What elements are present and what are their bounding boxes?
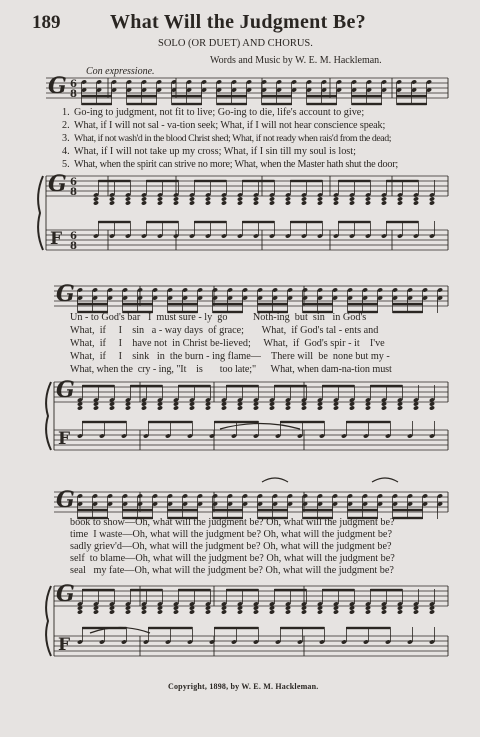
note-beam — [338, 221, 370, 223]
fermata-slur — [372, 478, 398, 482]
note-head — [429, 196, 435, 201]
note-beam — [386, 180, 418, 182]
note-head — [285, 609, 291, 614]
note-head — [205, 200, 211, 205]
note-beam — [148, 421, 192, 423]
note-beam — [127, 103, 157, 105]
treble-clef: G — [48, 73, 67, 99]
note-head — [253, 609, 259, 614]
note-head — [429, 609, 435, 614]
note-head — [365, 609, 371, 614]
note-head — [397, 200, 403, 205]
note-head — [93, 196, 99, 201]
note-head — [189, 405, 195, 410]
time-signature: 8 — [70, 241, 77, 252]
verse-text: What, when the spirit can strive no more; What, when the Master hath shut the door; — [74, 159, 398, 170]
note-beam — [98, 180, 130, 182]
staff-brace — [46, 586, 51, 656]
note-head — [285, 200, 291, 205]
note-beam — [280, 421, 324, 423]
note-head — [109, 196, 115, 201]
fermata-slur — [262, 478, 288, 482]
note-head — [413, 200, 419, 205]
verse-text: What, if not wash'd in the blood Christ shed; What, if not ready when rais'd from the dead; — [74, 133, 392, 144]
note-head — [221, 609, 227, 614]
note-beam — [130, 589, 162, 591]
note-head — [269, 196, 275, 201]
note-head — [173, 200, 179, 205]
note-beam — [214, 421, 258, 423]
note-beam — [82, 627, 126, 629]
note-head — [189, 200, 195, 205]
note-head — [125, 200, 131, 205]
note-head — [125, 405, 131, 410]
verse-text: What, if I will not take up my cross; What, if I sin till my soul is lost; — [74, 146, 356, 157]
note-beam — [290, 221, 322, 223]
note-head — [173, 196, 179, 201]
lyric-line: What, if I have not in Christ be-lieved; What, if God's spir - it I've — [70, 338, 385, 349]
treble-clef: G — [56, 581, 75, 607]
note-head — [109, 609, 115, 614]
note-head — [349, 609, 355, 614]
lyrics-block-3 — [70, 517, 395, 577]
note-head — [301, 405, 307, 410]
note-beam — [194, 180, 226, 182]
note-head — [397, 405, 403, 410]
note-head — [237, 609, 243, 614]
note-head — [157, 405, 163, 410]
note-head — [269, 405, 275, 410]
note-head — [349, 196, 355, 201]
note-head — [381, 609, 387, 614]
note-head — [253, 200, 259, 205]
note-beam — [274, 385, 306, 387]
note-head — [333, 200, 339, 205]
note-head — [365, 196, 371, 201]
treble-clef: G — [56, 487, 75, 513]
note-beam — [346, 421, 390, 423]
note-head — [237, 405, 243, 410]
note-head — [317, 405, 323, 410]
note-head — [77, 405, 83, 410]
lyric-line: book to show—Oh, what will the judgment be? Oh, what will the judgment be? — [70, 517, 395, 528]
note-head — [93, 200, 99, 205]
note-beam — [146, 180, 178, 182]
note-beam — [393, 311, 423, 313]
verse-number: 4. — [62, 146, 70, 157]
lyric-line: seal my fate—Oh, what will the judgment be? Oh, what will the judgment be? — [70, 565, 394, 576]
note-head — [109, 405, 115, 410]
verse-number: 2. — [62, 120, 70, 131]
note-beam — [82, 385, 114, 387]
verse-number: 3. — [62, 133, 70, 144]
note-head — [157, 200, 163, 205]
verse-line-1 — [62, 106, 398, 119]
note-head — [141, 405, 147, 410]
note-head — [157, 609, 163, 614]
verse-number: 1. — [62, 107, 70, 118]
treble-clef: G — [56, 377, 75, 403]
note-head — [205, 405, 211, 410]
note-head — [221, 196, 227, 201]
lyric-line: self to blame—Oh, what will the judgment be? Oh, what will the judgment be? — [70, 553, 395, 564]
verse-line-5 — [62, 158, 398, 171]
note-beam — [262, 103, 292, 105]
note-head — [253, 196, 259, 201]
note-beam — [352, 103, 382, 105]
expression-marking: Con expressione. — [86, 66, 155, 77]
note-beam — [226, 385, 258, 387]
bass-clef: F — [50, 229, 63, 249]
bass-clef: F — [58, 429, 71, 449]
note-head — [301, 609, 307, 614]
note-head — [221, 405, 227, 410]
note-beam — [393, 517, 423, 519]
verse-line-3 — [62, 132, 398, 145]
note-beam — [346, 627, 390, 629]
note-beam — [130, 385, 162, 387]
note-beam — [148, 627, 192, 629]
lyric-line: What, if I sink in the burn - ing flame— There will be none but my - — [70, 351, 390, 362]
note-head — [301, 200, 307, 205]
note-head — [397, 609, 403, 614]
note-beam — [214, 627, 258, 629]
note-head — [365, 200, 371, 205]
time-signature: 6 — [70, 177, 77, 188]
note-head — [205, 609, 211, 614]
treble-clef: G — [56, 281, 75, 307]
note-head — [413, 196, 419, 201]
staff-brace — [46, 382, 51, 450]
note-beam — [242, 180, 274, 182]
time-signature: 8 — [70, 89, 77, 100]
note-head — [413, 405, 419, 410]
lyrics-block-2 — [70, 311, 392, 376]
note-head — [77, 609, 83, 614]
note-beam — [386, 221, 418, 223]
note-head — [269, 200, 275, 205]
note-head — [429, 405, 435, 410]
note-head — [269, 609, 275, 614]
note-head — [253, 405, 259, 410]
note-head — [349, 405, 355, 410]
note-head — [141, 196, 147, 201]
bass-clef: F — [58, 635, 71, 655]
note-beam — [274, 589, 306, 591]
note-beam — [146, 221, 178, 223]
lyric-line: What, if I sin a - way days of grace; What, if God's tal - ents and — [70, 325, 379, 336]
lyric-line: sadly griev'd—Oh, what will the judgment be? Oh, what will the judgment be? — [70, 541, 392, 552]
note-head — [317, 196, 323, 201]
note-head — [141, 609, 147, 614]
note-head — [333, 196, 339, 201]
note-beam — [290, 180, 322, 182]
time-signature: 6 — [70, 231, 77, 242]
note-beam — [280, 627, 324, 629]
note-head — [189, 609, 195, 614]
note-head — [221, 200, 227, 205]
copyright-notice: Copyright, 1898, by W. E. M. Hackleman. — [168, 682, 319, 691]
tie-slur — [220, 424, 300, 430]
note-head — [109, 200, 115, 205]
note-head — [381, 200, 387, 205]
hymn-title: What Will the Judgment Be? — [110, 11, 366, 33]
note-beam — [242, 221, 274, 223]
note-beam — [322, 589, 354, 591]
note-beam — [194, 221, 226, 223]
note-head — [189, 196, 195, 201]
note-head — [381, 196, 387, 201]
hymn-number: 189 — [32, 12, 61, 33]
note-head — [237, 200, 243, 205]
hymn-credits: Words and Music by W. E. M. Hackleman. — [210, 55, 382, 66]
note-beam — [82, 421, 126, 423]
note-head — [365, 405, 371, 410]
note-beam — [322, 385, 354, 387]
note-beam — [178, 385, 210, 387]
lyric-line: Un - to God's bar I must sure - ly go Noth-ing but sin in God's — [70, 312, 367, 323]
lyric-line: What, when the cry - ing, "It is too late;" What, when dam-na-tion must — [70, 364, 392, 375]
time-signature: 6 — [70, 79, 77, 90]
verse-text: Go-ing to judgment, not fit to live; Go-ing to die, life's account to give; — [74, 107, 365, 118]
note-head — [413, 609, 419, 614]
note-beam — [172, 103, 202, 105]
note-head — [317, 609, 323, 614]
note-head — [333, 609, 339, 614]
note-head — [141, 200, 147, 205]
note-head — [125, 196, 131, 201]
note-beam — [397, 103, 427, 105]
verse-line-2 — [62, 119, 398, 132]
verse-text: What, if I will not sal - va-tion seek; What, if I will not hear conscience speak; — [74, 120, 386, 131]
note-head — [317, 200, 323, 205]
note-head — [93, 609, 99, 614]
note-head — [173, 609, 179, 614]
note-head — [125, 609, 131, 614]
hymn-subtitle: SOLO (OR DUET) AND CHORUS. — [158, 38, 313, 49]
note-beam — [370, 385, 402, 387]
note-beam — [98, 221, 130, 223]
verse-block — [62, 106, 398, 171]
note-head — [429, 200, 435, 205]
note-head — [333, 405, 339, 410]
note-head — [173, 405, 179, 410]
note-beam — [178, 589, 210, 591]
note-beam — [338, 180, 370, 182]
staff-brace — [38, 176, 43, 250]
note-beam — [307, 103, 337, 105]
note-beam — [217, 103, 247, 105]
note-head — [301, 196, 307, 201]
note-head — [93, 405, 99, 410]
lyric-line: time I waste—Oh, what will the judgment be? Oh, what will the judgment be? — [70, 529, 392, 540]
note-beam — [226, 589, 258, 591]
note-head — [381, 405, 387, 410]
note-head — [285, 405, 291, 410]
note-beam — [82, 103, 112, 105]
note-head — [157, 196, 163, 201]
note-beam — [370, 589, 402, 591]
note-head — [285, 196, 291, 201]
note-head — [397, 196, 403, 201]
verse-number: 5. — [62, 159, 70, 170]
note-head — [237, 196, 243, 201]
verse-line-4 — [62, 145, 398, 158]
note-beam — [82, 589, 114, 591]
treble-clef: G — [48, 171, 67, 197]
time-signature: 8 — [70, 187, 77, 198]
note-head — [349, 200, 355, 205]
note-head — [205, 196, 211, 201]
